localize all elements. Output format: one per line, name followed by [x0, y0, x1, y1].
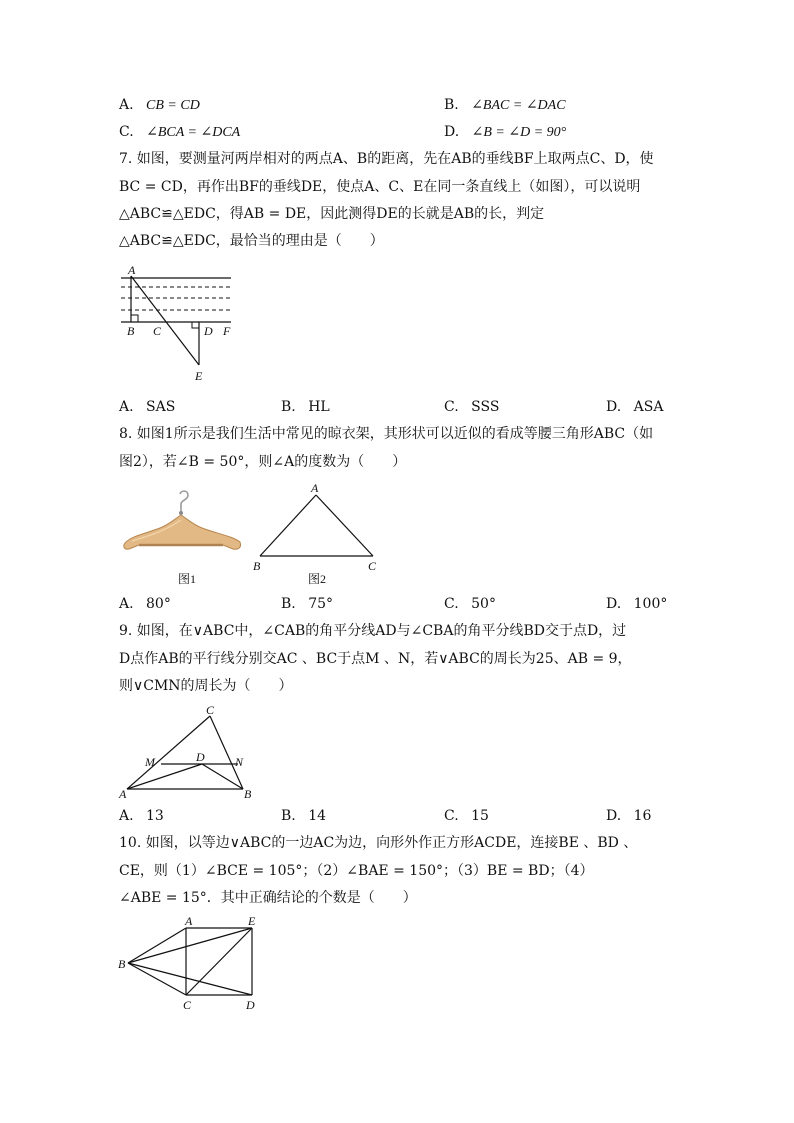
option-label: A.	[119, 97, 134, 113]
label-a: A	[311, 481, 319, 495]
q9-option-c	[444, 806, 489, 826]
q8-line-2: 图2），若∠B = 50°，则∠A的度数为（ ）	[119, 454, 407, 470]
option-text: 80°	[146, 596, 171, 612]
label-e: E	[248, 914, 256, 928]
option-text: SAS	[146, 399, 176, 415]
option-label: B.	[281, 596, 296, 612]
label-d: D	[204, 324, 213, 338]
option-label: B.	[281, 808, 296, 824]
option-text: ∠BCA = ∠DCA	[146, 125, 241, 140]
option-text: 16	[633, 808, 652, 824]
figure-caption-1: 图1	[178, 572, 197, 586]
option-text: 13	[146, 808, 164, 824]
option-text: ASA	[633, 399, 664, 415]
q8-option-b	[281, 594, 333, 614]
label-b: B	[118, 957, 126, 971]
label-c: C	[183, 998, 192, 1012]
option-text: 100°	[633, 596, 668, 612]
q10-line-3: ∠ABE = 15°．其中正确结论的个数是（ ）	[119, 890, 417, 906]
q8-hanger-figure	[118, 480, 388, 588]
q9-triangle-figure	[115, 702, 265, 802]
option-text: 14	[308, 808, 327, 824]
q8-option-c	[444, 594, 496, 614]
q7-line-3: △ABC≌△EDC，得AB = DE，因此测得DE的长就是AB的长，判定	[119, 206, 545, 222]
q9-line-1: 9. 如图，在∨ABC中，∠CAB的角平分线AD与∠CBA的角平分线BD交于点D，过	[119, 623, 627, 639]
option-label: D.	[606, 596, 622, 612]
option-label: D.	[606, 808, 622, 824]
label-c: C	[368, 559, 377, 573]
option-label: C.	[444, 808, 459, 824]
option-text: ∠BAC = ∠DAC	[471, 98, 566, 113]
option-label: C.	[444, 596, 459, 612]
label-b: B	[244, 787, 252, 801]
q7-option-b	[281, 397, 330, 417]
option-label: A.	[119, 596, 134, 612]
q7-line-1: 7. 如图，要测量河两岸相对的两点A、B的距离，先在AB的垂线BF上取两点C、D，使	[119, 151, 654, 167]
label-a: A	[185, 914, 193, 928]
q10-line-1: 10. 如图，以等边∨ABC的一边AC为边，向形外作正方形ACDE，连接BE 、BD 、	[119, 835, 638, 851]
q8-option-d	[606, 594, 667, 614]
q9-option-b	[281, 806, 326, 826]
q7-line-2: BC = CD，再作出BF的垂线DE，使点A、C、E在同一条直线上（如图），可以说明	[119, 179, 641, 195]
label-f: F	[223, 324, 231, 338]
q8-line-1: 8. 如图1所示是我们生活中常见的晾衣架，其形状可以近似的看成等腰三角形ABC（如	[119, 426, 654, 442]
option-label: B.	[281, 399, 296, 415]
option-text: 75°	[308, 596, 334, 612]
q8-option-a	[119, 594, 171, 614]
q6-option-d	[444, 122, 566, 143]
label-d: D	[196, 750, 205, 764]
label-b: B	[127, 324, 135, 338]
label-c: C	[206, 703, 215, 717]
option-label: B.	[444, 97, 459, 113]
q7-option-c	[444, 397, 499, 417]
option-label: D.	[606, 399, 622, 415]
option-text: HL	[308, 399, 330, 415]
q7-option-a	[119, 397, 175, 417]
option-label: D.	[444, 124, 460, 140]
q10-line-2: CE，则（1）∠BCE = 105°；（2）∠BAE = 150°；（3）BE = BD；（4）	[119, 863, 594, 879]
label-a: A	[128, 263, 136, 277]
option-text: SSS	[471, 399, 500, 415]
q7-line-4: △ABC≌△EDC，最恰当的理由是（ ）	[119, 233, 384, 249]
q9-line-2: D点作AB的平行线分别交AC 、BC于点M 、N，若∨ABC的周长为25、AB = 9，	[119, 651, 632, 667]
option-label: A.	[119, 399, 134, 415]
q6-option-c	[119, 122, 240, 143]
option-text: 50°	[471, 596, 496, 612]
q9-option-a	[119, 806, 164, 826]
q10-square-figure	[115, 913, 275, 1018]
q6-option-a	[119, 95, 200, 116]
q6-option-b	[444, 95, 566, 116]
q7-option-d	[606, 397, 663, 417]
option-label: A.	[119, 808, 134, 824]
option-label: C.	[444, 399, 459, 415]
option-text: ∠B = ∠D = 90°	[471, 125, 567, 140]
q9-line-3: 则∨CMN的周长为（ ）	[119, 678, 293, 694]
option-text: CB = CD	[146, 98, 200, 113]
figure-caption-2: 图2	[308, 572, 327, 586]
q7-river-figure	[115, 262, 245, 387]
label-b: B	[253, 559, 261, 573]
label-d: D	[246, 998, 255, 1012]
label-e: E	[195, 369, 203, 383]
label-m: M	[145, 755, 155, 769]
option-text: 15	[471, 808, 489, 824]
q9-option-d	[606, 806, 651, 826]
label-n: N	[235, 755, 244, 769]
option-label: C.	[119, 124, 134, 140]
label-a: A	[119, 787, 127, 801]
label-c: C	[153, 324, 162, 338]
